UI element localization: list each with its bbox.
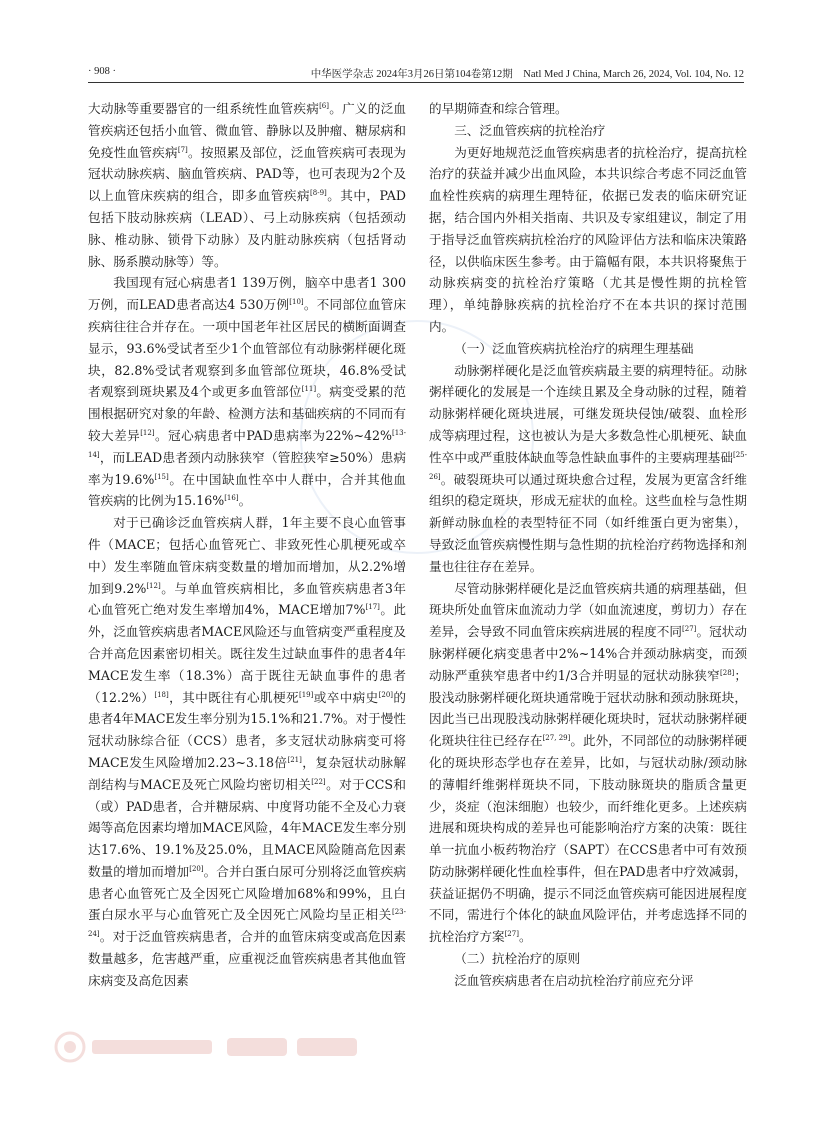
left-column bbox=[88, 98, 406, 992]
right-column bbox=[429, 98, 747, 992]
citation-ref[interactable]: [16] bbox=[224, 494, 239, 503]
citation-ref[interactable]: [23-24] bbox=[88, 908, 406, 939]
paragraph: 泛血管疾病患者在启动抗栓治疗前应充分评 bbox=[454, 972, 694, 988]
citation-ref[interactable]: [6] bbox=[319, 102, 329, 110]
paragraph: 为更好地规范泛血管疾病患者的抗栓治疗，提高抗栓治疗的获益并减少出血风险，本共识综合考虑不同泛血管血栓性疾病的病理生理特征，依据已发表的临床研究证据，结合国内外相关指南、共识及专家组建议，制定了用于指导泛血管疾病抗栓治疗的风险评估方法和临床决策路径，以供临床医生参考。由于篇幅有限，本共识将聚焦于动脉疾病变的抗栓治疗策略（尤其是慢性期的抗栓管理），单纯静脉疾病的抗栓治疗不在本共识的探讨范围内。 bbox=[429, 144, 747, 334]
citation-ref[interactable]: [22] bbox=[311, 777, 326, 786]
citation-ref[interactable]: [17] bbox=[365, 603, 380, 612]
paragraph: 的早期筛查和综合管理。 bbox=[429, 101, 568, 116]
citation-ref[interactable]: [27] bbox=[504, 930, 519, 939]
paragraph: 动脉粥样硬化是泛血管疾病最主要的病理特征。动脉粥样硬化的发展是一个连续且累及全身动脉的过程，随着动脉粥样硬化斑块进展，可继发斑块侵蚀/破裂、血栓形成等病理过程，这也被认为是大多数急性心肌梗死、缺血性卒中或严重肢体缺血等急性缺血事件的主要病理基础[25-26]。破裂斑块可以通过斑块愈合过程，发展为更富含纤维组织的稳定斑块，形成无症状的血栓。这些血栓与急性期新鲜动脉血栓的表型特征不同（如纤维蛋白更为密集），导致泛血管疾病慢性期与急性期的抗栓治疗药物选择和剂量也往往存在差异。 bbox=[429, 362, 747, 574]
section-heading: 三、泛血管疾病的抗栓治疗 bbox=[454, 122, 606, 138]
citation-ref[interactable]: [7] bbox=[177, 145, 188, 154]
citation-ref[interactable]: [10] bbox=[289, 298, 304, 307]
citation-ref[interactable]: [25-26] bbox=[429, 450, 747, 481]
page-number: · 908 · bbox=[88, 66, 116, 77]
paragraph: 我国现有冠心病患者1 139万例，脑卒中患者1 300万例，而LEAD患者高达4 530万例[10]。不同部位血管床疾病往往合并存在。一项中国老年社区居民的横断面调查显示，93.6%受试者至少1个血管部位有动脉粥样硬化斑块，82.8%受试者观察到多血管部位斑块，46.8%受试者观察到斑块累及4个或更多血管部位[11]。病变受累的范围根据研究对象的年龄、检测方法和基础疾病的不同而有较大差异[12]。冠心病患者中PAD患病率为22%~42%[13-14]，而LEAD患者颈内动脉狭窄（管腔狭窄≥50%）患病率为19.6%[15]。在中国缺血性卒中人群中，合并其他血管疾病的比例为15.16%[16]。 bbox=[88, 275, 407, 509]
journal-citation: 中华医学杂志 2024年3月26日第104卷第12期 Natl Med J China, March 26, 2024, Vol. 104, No. 12 bbox=[310, 69, 744, 80]
citation-ref[interactable]: [27, 29] bbox=[542, 734, 571, 743]
running-header bbox=[88, 62, 744, 84]
paragraph: 尽管动脉粥样硬化是泛血管疾病共通的病理基础，但斑块所处血管床血流动力学（如血流速度，剪切力）存在差异，会导致不同血管床疾病进展的程度不同[27]。冠状动脉粥样硬化病变患者中2%~14%合并颈动脉病变，而颈动脉严重狭窄患者中约1/3合并明显的冠状动脉狭窄[28]；股浅动脉粥样硬化斑块通常晚于冠状动脉和颈动脉斑块，因此当已出现股浅动脉粥样硬化斑块时，冠状动脉粥样硬化斑块往往已经存在[27, 29]。此外，不同部位的动脉粥样硬化的斑块形态学也存在差异，比如，与冠状动脉/颈动脉的薄帽纤维粥样斑块不同，下肢动脉斑块的脂质含量更少，炎症（泡沫细胞）也较少，而纤维化更多。上述疾病进展和斑块构成的差异也可能影响治疗方案的决策：既往单一抗血小板药物治疗（SAPT）在CCS患者中可有效预防动脉粥样硬化性血栓事件，但在PAD患者中疗效减弱，获益证据仍不明确，提示不同泛血管疾病可能因进展程度不同，需进行个体化的缺血风险评估，并考虑选择不同的抗栓治疗方案[27]。 bbox=[429, 580, 748, 945]
citation-ref[interactable]: [28] bbox=[720, 668, 735, 677]
citation-ref[interactable]: [27] bbox=[682, 625, 697, 634]
citation-ref[interactable]: [8-9] bbox=[310, 189, 327, 198]
citation-ref[interactable]: [21] bbox=[287, 755, 302, 764]
subsection-heading: （二）抗栓治疗的原则 bbox=[454, 951, 581, 967]
header-rule bbox=[88, 82, 744, 83]
citation-ref[interactable]: [12] bbox=[140, 428, 155, 437]
citation-ref[interactable]: [12] bbox=[146, 581, 161, 590]
citation-ref[interactable]: [19] bbox=[298, 690, 314, 699]
citation-ref[interactable]: [20] bbox=[189, 864, 204, 873]
citation-ref[interactable]: [18] bbox=[154, 690, 169, 699]
citation-ref[interactable]: [13-14] bbox=[88, 428, 407, 459]
citation-ref[interactable]: [11] bbox=[301, 385, 317, 394]
paragraph: 大动脉等重要器官的一组系统性血管疾病[6]。广义的泛血管疾病还包括小血管、微血管、静脉以及肿瘤、糖尿病和免疫性血管疾病[7]。按照累及部位，泛血管疾病可表现为冠状动脉疾病、脑血管疾病、PAD等，也可表现为2个及以上血管床疾病的组合，即多血管疾病[8-9]。其中，PAD包括下肢动脉疾病（LEAD）、弓上动脉疾病（包括颈动脉、椎动脉、锁骨下动脉）及内脏动脉疾病（包括肾动脉、肠系膜动脉等）等。 bbox=[88, 101, 407, 269]
citation-ref[interactable]: [20] bbox=[378, 690, 394, 699]
publisher-emblem-icon bbox=[56, 1033, 84, 1061]
citation-ref[interactable]: [15] bbox=[154, 472, 169, 481]
subsection-heading: （一）泛血管疾病抗栓治疗的病理生理基础 bbox=[454, 340, 694, 356]
publisher-logo bbox=[52, 1030, 382, 1064]
paragraph: 对于已确诊泛血管疾病人群，1年主要不良心血管事件（MACE；包括心血管死亡、非致死性心肌梗死或卒中）发生率随血管床病变数量的增加而增加，从2.2%增加到9.2%[12]。与单血管疾病相比，多血管疾病患者3年心血管死亡绝对发生率增加4%，MACE增加7%[17]。此外，泛血管疾病患者MACE风险还与血管病变严重程度及合并高危因素密切相关。既往发生过缺血事件的患者4年MACE发生率（18.3%）高于既往无缺血事件的患者（12.2%）[18]，其中既往有心肌梗死[19]或卒中病史[20]的患者4年MACE发生率分别为15.1%和21.7%。对于慢性冠状动脉综合征（CCS）患者，多支冠状动脉病变可将MACE发生风险增加2.23~3.18倍[21]，复杂冠状动脉解剖结构与MACE及死亡风险均密切相关[22]。对于CCS和（或）PAD患者，合并糖尿病、中度肾功能不全及心力衰竭等高危因素均增加MACE风险，4年MACE发生率分别达17.6%、19.1%及25.0%，且MACE风险随高危因素数量的增加而增加[20]。合并白蛋白尿可分别将泛血管疾病患者心血管死亡及全因死亡风险增加68%和99%，且白蛋白尿水平与心血管死亡及全因死亡风险均呈正相关[23-24]。对于泛血管疾病患者，合并的血管床病变或高危因素数量越多，危害越严重，应重视泛血管疾病患者其他血管床病变及高危因素 bbox=[88, 515, 407, 988]
